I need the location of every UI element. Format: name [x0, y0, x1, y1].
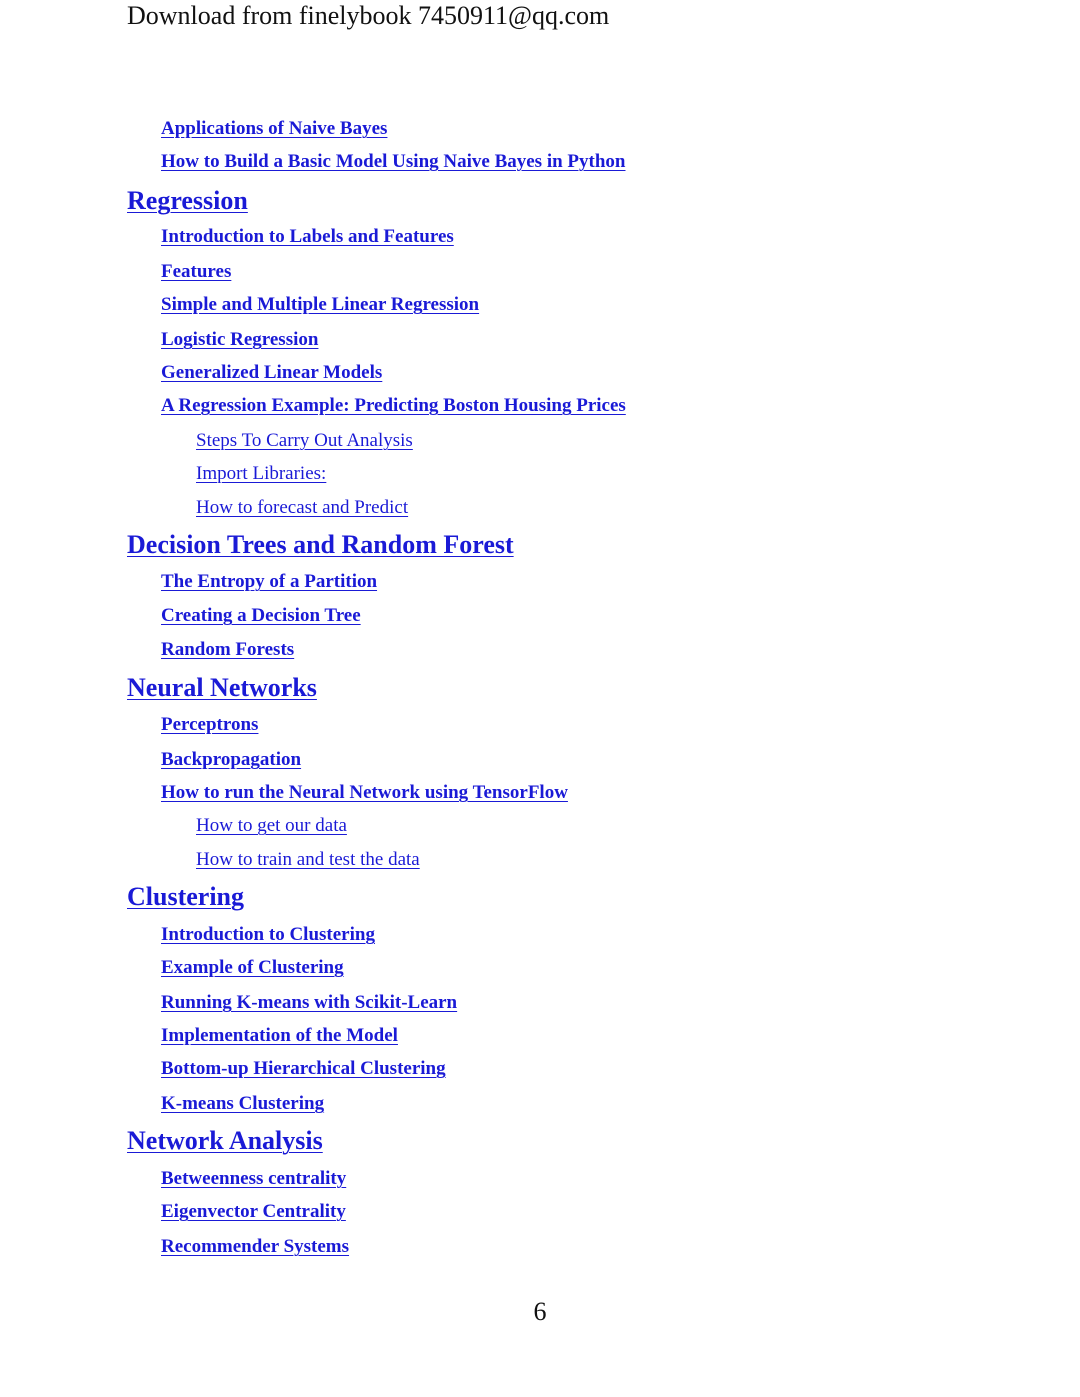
toc-link[interactable]: Bottom-up Hierarchical Clustering: [161, 1058, 446, 1079]
toc-chapter-link[interactable]: Decision Trees and Random Forest: [127, 530, 514, 559]
toc-subsection-link[interactable]: How to train and test the data: [196, 849, 420, 870]
toc-link[interactable]: Recommender Systems: [161, 1236, 350, 1257]
toc-chapter-link[interactable]: Neural Networks: [127, 673, 317, 702]
toc-subsection-link[interactable]: Import Libraries:: [196, 463, 327, 484]
toc-link[interactable]: Random Forests: [161, 639, 295, 660]
toc-link[interactable]: How to Build a Basic Model Using Naive Bayes in Python: [161, 151, 626, 172]
toc-chapter-link[interactable]: Clustering: [127, 882, 244, 911]
toc-link[interactable]: K-means Clustering: [161, 1093, 325, 1114]
toc-chapter-link[interactable]: Network Analysis: [127, 1126, 323, 1155]
toc-link[interactable]: Generalized Linear Models: [161, 362, 383, 383]
toc-subsection-link[interactable]: Steps To Carry Out Analysis: [196, 430, 413, 451]
toc-chapter-link[interactable]: Regression: [127, 186, 248, 215]
page-header: Download from finelybook 7450911@qq.com: [127, 1, 610, 30]
page-number: 6: [533, 1297, 547, 1326]
toc-link[interactable]: Running K-means with Scikit-Learn: [161, 992, 458, 1013]
toc-link[interactable]: Example of Clustering: [161, 957, 344, 978]
toc-link[interactable]: The Entropy of a Partition: [161, 571, 378, 592]
toc-link[interactable]: Applications of Naive Bayes: [161, 118, 388, 139]
toc-link[interactable]: Features: [161, 261, 232, 282]
toc-subsection-link[interactable]: How to forecast and Predict: [196, 497, 409, 518]
toc-link[interactable]: Implementation of the Model: [161, 1025, 398, 1046]
toc-link[interactable]: Creating a Decision Tree: [161, 605, 361, 626]
toc-link[interactable]: Simple and Multiple Linear Regression: [161, 294, 480, 315]
toc-subsection-link[interactable]: How to get our data: [196, 815, 347, 836]
toc-link[interactable]: How to run the Neural Network using TensorFlow: [161, 782, 568, 803]
toc-link[interactable]: Perceptrons: [161, 714, 259, 735]
toc-link[interactable]: A Regression Example: Predicting Boston Housing Prices: [161, 395, 626, 416]
toc-link[interactable]: Eigenvector Centrality: [161, 1201, 346, 1222]
toc-link[interactable]: Backpropagation: [161, 749, 302, 770]
toc-link[interactable]: Logistic Regression: [161, 329, 319, 350]
toc-link[interactable]: Introduction to Clustering: [161, 924, 375, 945]
toc-link[interactable]: Betweenness centrality: [161, 1168, 347, 1189]
toc-link[interactable]: Introduction to Labels and Features: [161, 226, 454, 247]
